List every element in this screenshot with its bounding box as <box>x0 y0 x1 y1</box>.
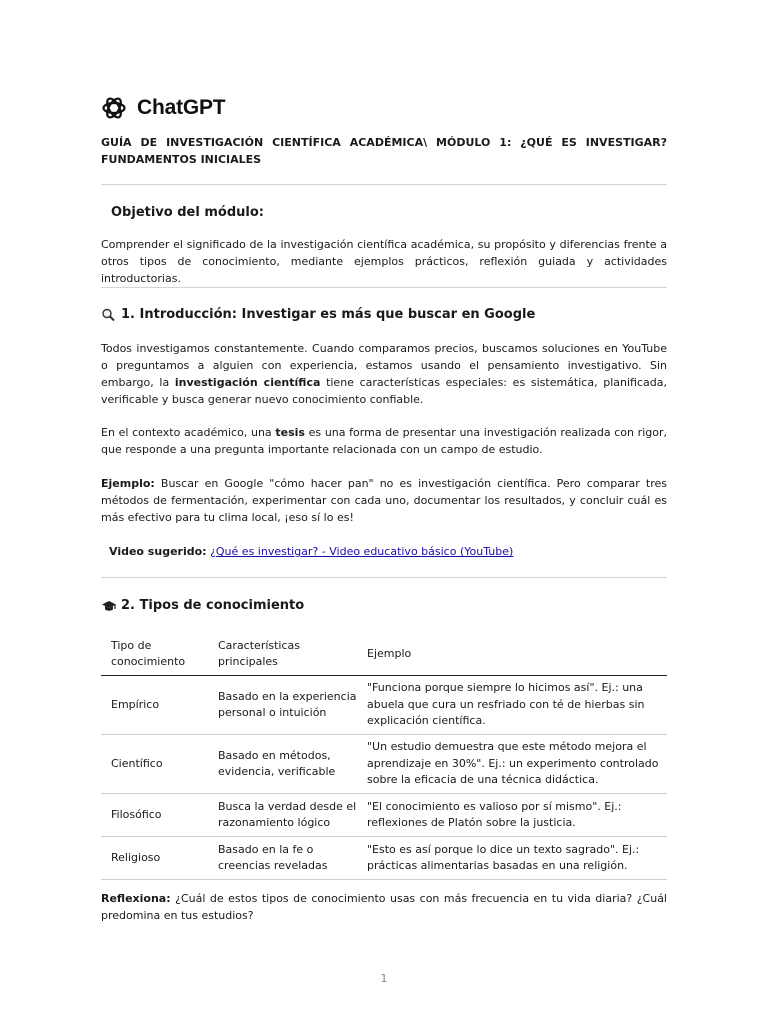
video-label: Video sugerido: <box>109 545 207 558</box>
table-cell: Religioso <box>111 850 161 864</box>
bold-term: investigación científica <box>174 376 321 389</box>
logo-text: ChatGPT <box>137 96 226 119</box>
table-cell: Basado en métodos, evidencia, verificable <box>218 748 336 778</box>
bold-term: tesis <box>275 426 305 439</box>
example-label: Ejemplo: <box>101 477 155 490</box>
section2-heading <box>101 598 304 613</box>
divider <box>101 184 667 185</box>
table-cell: Empírico <box>111 697 160 711</box>
section1-paragraph-1 <box>101 340 667 408</box>
table-header-row <box>101 633 667 676</box>
section1-heading-text: 1. Introducción: Investigar es más que buscar en Google <box>121 307 536 322</box>
table-cell: Basado en la fe o creencias reveladas <box>218 842 328 872</box>
text-run: Todos investigamos constantemente. Cuando comparamos precios, buscamos soluciones en YouTube o preguntamos a alguien con experiencia, estamos usando el pensamiento investigativo. Sin embargo, la <box>101 342 667 389</box>
table-row <box>101 735 667 794</box>
table-cell: Científico <box>111 756 163 770</box>
table-cell: Basado en la experiencia personal o intuición <box>218 689 357 719</box>
table-cell: Busca la verdad desde el razonamiento lógico <box>218 799 357 829</box>
video-link[interactable]: ¿Qué es investigar? - Video educativo básico (YouTube) <box>210 545 514 558</box>
text-run: Buscar en Google "cómo hacer pan" no es investigación científica. Pero comparar tres métodos de fermentación, experimentar con cada uno, documentar los resultados, y concluir cuál es más efectivo para tu clima local, ¡eso sí lo es! <box>101 477 667 524</box>
document-title: GUÍA DE INVESTIGACIÓN CIENTÍFICA ACADÉMICA\ MÓDULO 1: ¿QUÉ ES INVESTIGAR? FUNDAMENTOS INICIALES <box>101 136 667 166</box>
reflection-paragraph <box>101 890 667 924</box>
suggested-video <box>109 543 513 560</box>
table-cell: "Un estudio demuestra que este método mejora el aprendizaje en 30%". Ej.: un experimento controlado sobre la eficacia de una técnica didáctica. <box>367 740 659 787</box>
column-header: Tipo de conocimiento <box>111 638 186 668</box>
text-run: ¿Cuál de estos tipos de conocimiento usas con más frecuencia en tu vida diaria? ¿Cuál predomina en tus estudios? <box>101 892 667 922</box>
column-header: Ejemplo <box>367 646 412 660</box>
text-run: En el contexto académico, una <box>101 426 276 439</box>
knowledge-types-table <box>101 633 667 880</box>
table-row <box>101 837 667 880</box>
table-cell: "Funciona porque siempre lo hicimos así". Ej.: una abuela que cura un resfriado con té de hierbas sin explicación científica. <box>367 681 645 728</box>
divider <box>101 577 667 578</box>
openai-icon <box>101 95 127 121</box>
objective-text: Comprender el significado de la investigación científica académica, su propósito y diferencias frente a otros tipos de conocimiento, mediante ejemplos prácticos, reflexión guiada y actividades introductorias. <box>101 238 667 285</box>
page-number: 1 <box>380 972 388 985</box>
text-run: tiene características especiales: es sistemática, planificada, verificable y busca generar nuevo conocimiento confiable. <box>101 376 667 406</box>
section2-heading-text: 2. Tipos de conocimiento <box>121 598 305 613</box>
objective-heading: Objetivo del módulo: <box>111 205 264 220</box>
table-cell: "El conocimiento es valioso por sí mismo". Ej.: reflexiones de Platón sobre la justicia. <box>367 799 622 829</box>
example-paragraph <box>101 475 667 526</box>
reflection-label: Reflexiona: <box>101 892 171 905</box>
magnifying-glass-icon <box>101 308 117 322</box>
column-header: Características principales <box>218 638 301 668</box>
table-cell: Filosófico <box>111 807 162 821</box>
chatgpt-logo <box>101 94 225 122</box>
section1-paragraph-2 <box>101 424 667 458</box>
graduation-cap-icon <box>101 599 117 613</box>
divider <box>101 287 667 288</box>
table-row <box>101 676 667 735</box>
text-run: es una forma de presentar una investigación realizada con rigor, que responde a una pregunta importante relacionada con un campo de estudio. <box>101 426 667 456</box>
table-row <box>101 794 667 837</box>
section1-heading <box>101 307 535 322</box>
table-cell: "Esto es así porque lo dice un texto sagrado". Ej.: prácticas alimentarias basadas en una religión. <box>367 842 640 872</box>
